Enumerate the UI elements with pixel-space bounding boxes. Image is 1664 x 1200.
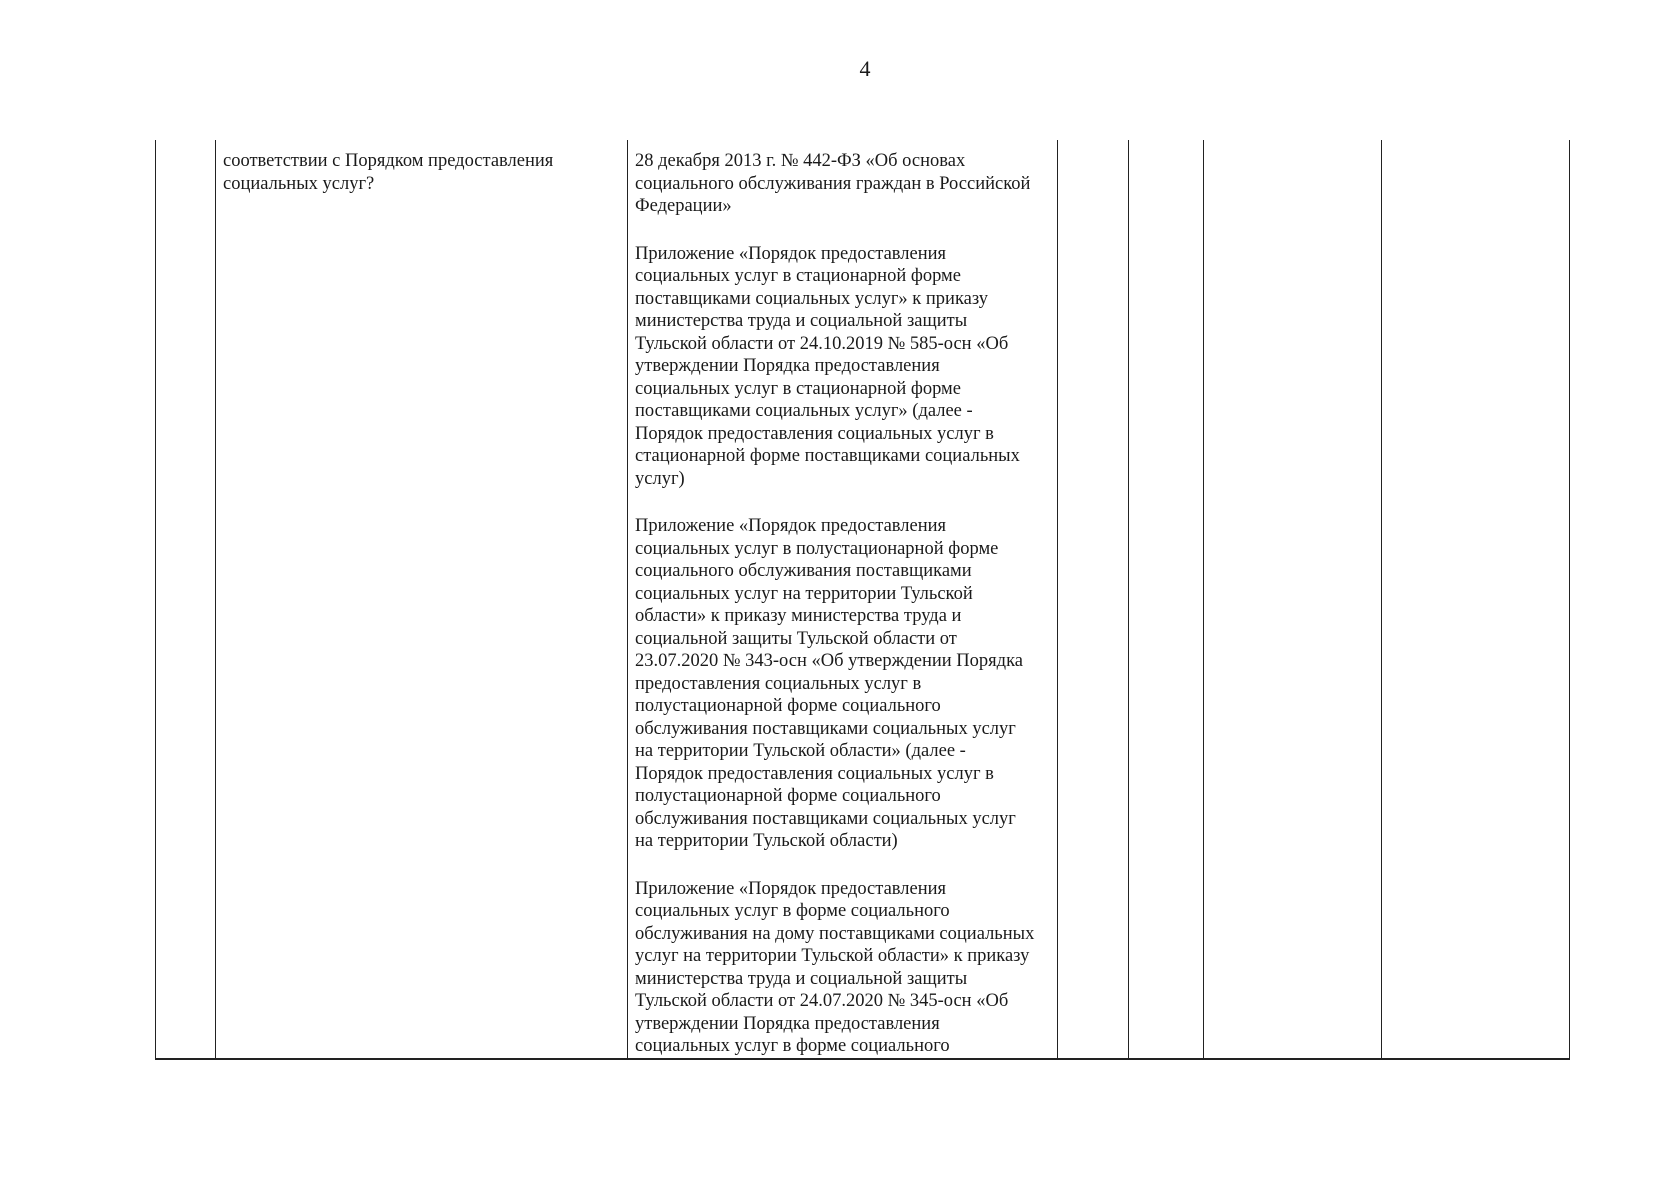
checklist-table	[155, 140, 1570, 1060]
legal-paragraph: 28 декабря 2013 г. № 442-ФЗ «Об основах социального обслуживания граждан в Российской Федерации»	[635, 151, 1031, 216]
legal-paragraph: Приложение «Порядок предоставления социальных услуг в стационарной форме поставщиками социальных услуг» к приказу министерства труда и социальной защиты Тульской области от 24.10.2019 № 585-осн «Об утверждении Порядка предоставления социальных услуг в стационарной форме поставщиками социальных услуг» (далее - Порядок предоставления социальных услуг в стационарной форме поставщиками социальных услуг)	[635, 243, 1020, 489]
cell-number	[156, 140, 216, 1059]
cell-answer-no	[1129, 140, 1204, 1059]
cell-answer-not-applicable	[1204, 140, 1382, 1059]
cell-note	[1382, 140, 1570, 1059]
legal-paragraph: Приложение «Порядок предоставления социальных услуг в полустационарной форме социального обслуживания поставщиками социальных услуг на территории Тульской области» к приказу министерства труда и социальной защиты Тульской области от 23.07.2020 № 343-осн «Об утверждении Порядка предоставления социальных услуг в полустационарной форме социального обслуживания поставщиками социальных услуг на территории Тульской области» (далее - Порядок предоставления социальных услуг в полустационарной форме социального обслуживания поставщиками социальных услуг на территории Тульской области)	[635, 516, 1024, 851]
cell-answer-yes	[1058, 140, 1129, 1059]
page-number: 4	[859, 56, 871, 81]
question-text: соответствии с Порядком предоставления социальных услуг?	[223, 151, 554, 194]
table-row	[156, 140, 1570, 1059]
cell-legal-requirements	[628, 140, 1058, 1059]
cell-question	[216, 140, 628, 1059]
legal-paragraph: Приложение «Порядок предоставления социальных услуг в форме социального обслуживания на дому поставщиками социальных услуг на территории Тульской области» к приказу министерства труда и социальной защиты Тульской области от 24.07.2020 № 345-осн «Об утверждении Порядка предоставления социальных услуг в форме социального	[635, 878, 1035, 1056]
